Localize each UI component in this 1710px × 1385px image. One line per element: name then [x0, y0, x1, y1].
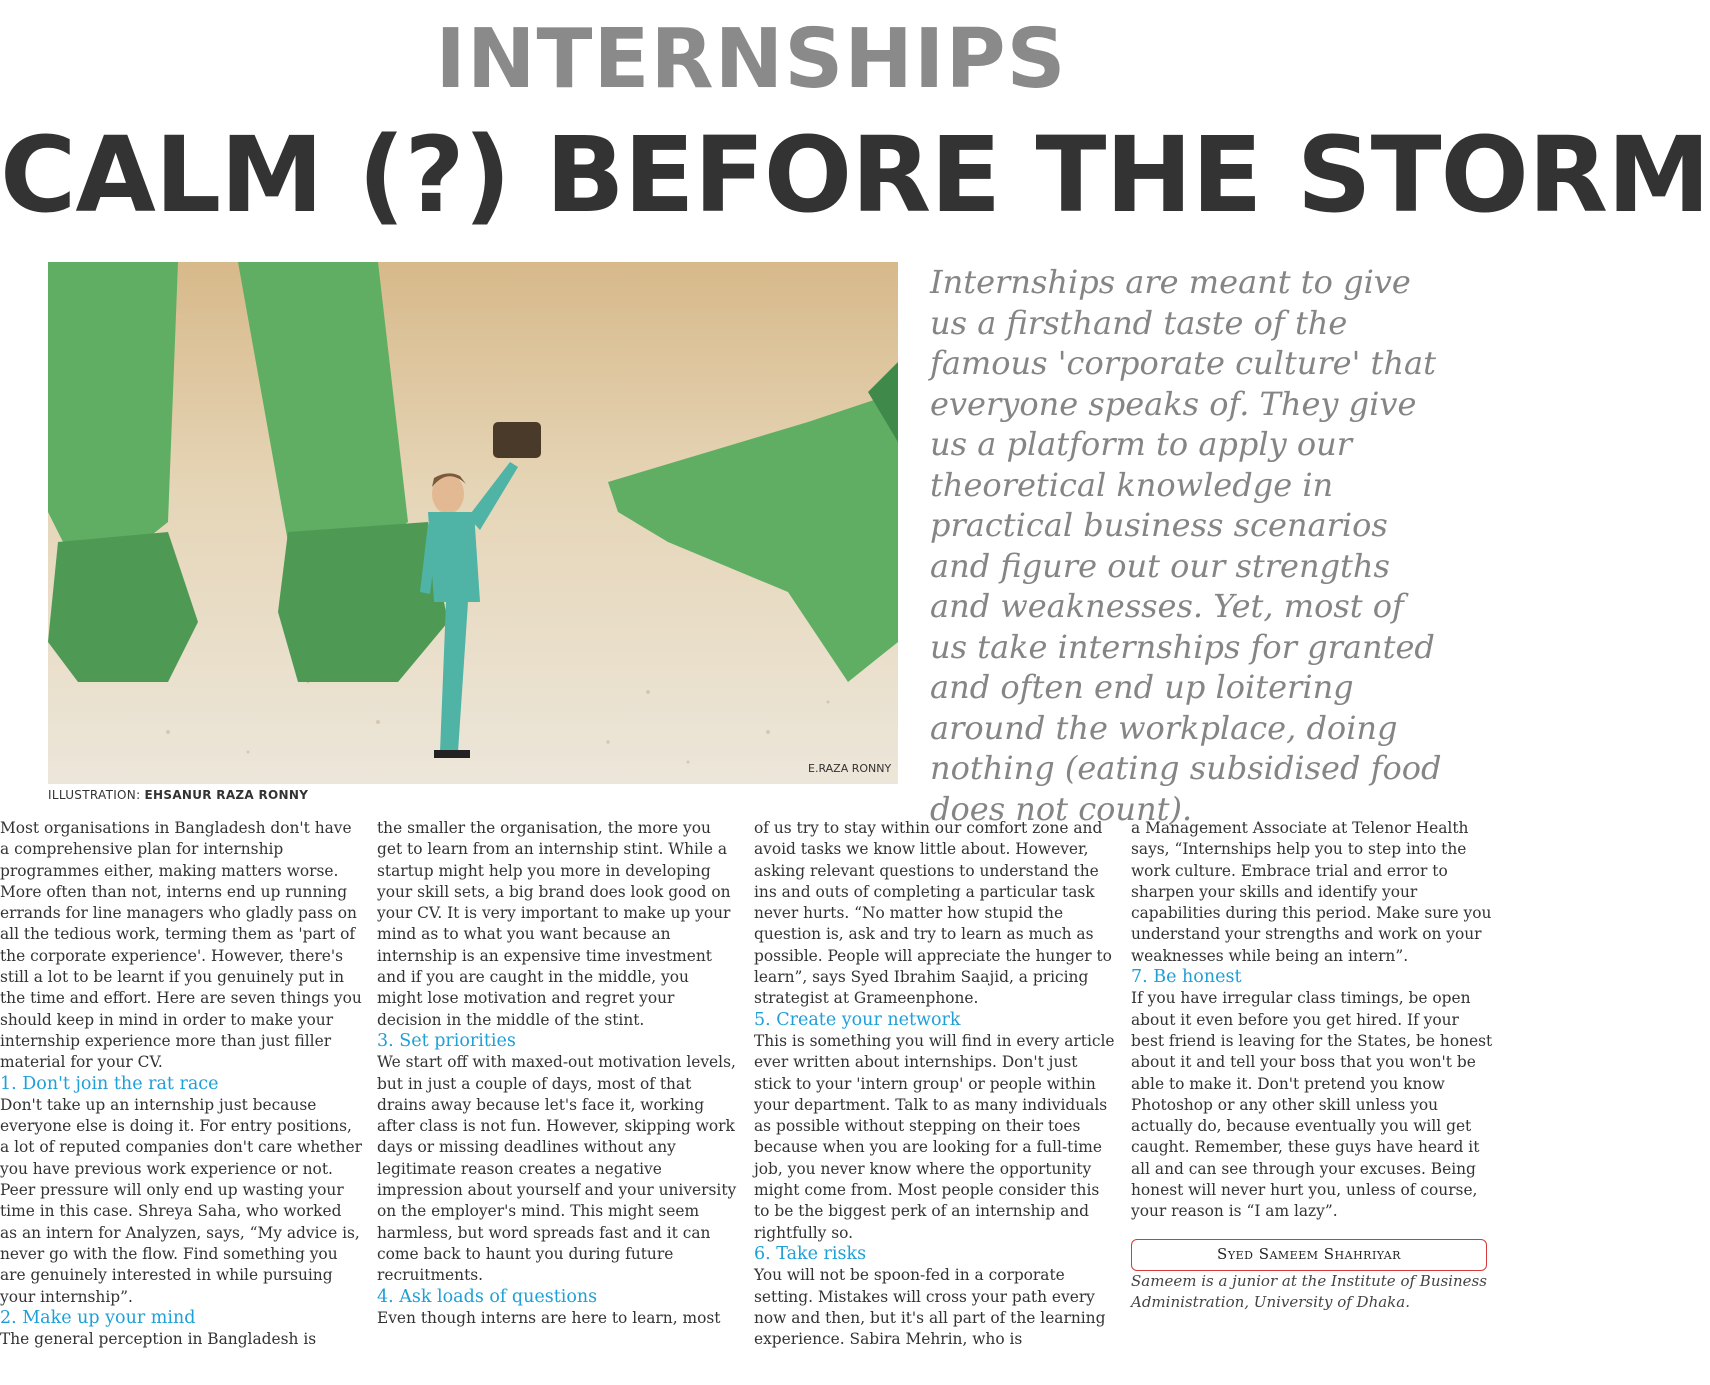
section-text-6b: a Management Associate at Telenor Health says, “Internships help you to step into the work culture. Embrace trial and error to sharpen your skills and identify your capabilities during this period. Make sure you understand your strengths and work on your weaknesses while being an intern”. — [1131, 819, 1492, 965]
standfirst: Internships are meant to give us a firsthand taste of the famous 'corporate culture' that everyone speaks of. They give us a platform to apply our theoretical knowledge in practical business scenarios and figure out our strengths and weaknesses. Yet, most of us take internships for granted and often end up loitering around the workplace, doing nothing (eating subsidised food does not count). — [930, 263, 1442, 828]
section-text-1: Don't take up an internship just because everyone else is doing it. For entry positions, a lot of reputed companies don't care whether you have previous work experience or not. Peer pressure will only end up wasting your time in this case. Shreya Saha, who worked as an intern for Analyzen, says, “My advice is, never go with the flow. Find something you are genuinely interested in while pursuing your internship”. — [0, 1095, 362, 1306]
section-heading-6: 6. Take risks — [754, 1243, 867, 1264]
section-text-4b: of us try to stay within our comfort zone and avoid tasks we know little about. However, asking relevant questions to understand the ins and outs of completing a particular task never hurts. “No matter how stupid the question is, ask and try to learn as much as possible. People will appreciate the hunger to learn”, says Syed Ibrahim Saajid, a pricing strategist at Grameenphone. — [754, 819, 1112, 1008]
section-heading-2: 2. Make up your mind — [0, 1307, 196, 1328]
section-heading-4: 4. Ask loads of questions — [377, 1286, 598, 1307]
illustration — [48, 262, 898, 784]
column-1 — [0, 818, 362, 1363]
section-text-5: This is something you will find in every article ever written about internships. Don't just stick to your 'intern group' or people within your department. Talk to as many individuals as possible without stepping on their toes because when you are looking for a full-time job, you never know where the opportunity might come from. Most people consider this to be the biggest perk of an internship and rightfully so. — [754, 1031, 1115, 1242]
illustration-credit — [48, 788, 308, 802]
section-heading-1: 1. Don't join the rat race — [0, 1073, 219, 1094]
headline: CALM (?) BEFORE THE STORM — [0, 114, 1710, 236]
illustrator-signature: E.RAZA RONNY — [808, 762, 892, 775]
column-4 — [1131, 818, 1493, 1363]
section-text-7: If you have irregular class timings, be open about it even before you get hired. If your best friend is leaving for the States, be honest about it and tell your boss that you won't be able to make it. Don't pretend you know Photoshop or any other skill unless you actually do, because eventually you will get caught. Remember, these guys have heard it all and can see through your excuses. Being honest will never hurt you, unless of course, your reason is “I am lazy”. — [1131, 989, 1493, 1221]
section-text-3: We start off with maxed-out motivation levels, but in just a couple of days, most of that drains away because let's face it, working after class is not fun. However, skipping work days or missing deadlines without any legitimate reason creates a negative impression about yourself and your university on the employer's mind. This might seem harmless, but word spreads fast and it can come back to haunt you during future recruitments. — [377, 1053, 737, 1285]
credit-label: ILLUSTRATION: — [48, 788, 141, 802]
section-heading-3: 3. Set priorities — [377, 1030, 516, 1051]
section-text-2b: the smaller the organisation, the more you get to learn from an internship stint. While a startup might help you more in developing your skill sets, a big brand does look good on your CV. It is very important to make up your mind as to what you want because an internship is an expensive time investment and if you are caught in the middle, you might lose motivation and regret your decision in the middle of the stint. — [377, 819, 731, 1029]
section-heading-7: 7. Be honest — [1131, 967, 1242, 988]
section-text-6a: You will not be spoon-fed in a corporate setting. Mistakes will cross your path every now and then, but it's all part of the learning experience. Sabira Mehrin, who is — [754, 1266, 1106, 1349]
credit-name: EHSANUR RAZA RONNY — [144, 788, 309, 802]
column-3 — [754, 818, 1116, 1363]
section-text-4a: Even though interns are here to learn, most — [377, 1308, 721, 1327]
section-text-2a: The general perception in Bangladesh is — [0, 1330, 317, 1349]
author-byline: Syed Sameem Shahriyar — [1131, 1239, 1487, 1271]
intro-paragraph: Most organisations in Bangladesh don't have a comprehensive plan for internship programmes either, making matters worse. More often than not, interns end up running errands for line managers who gladly pass on all the tedious work, terming them as 'part of the corporate experience'. However, there's still a lot to be learnt if you genuinely put in the time and effort. Here are seven things you should keep in mind in order to make your internship experience more than just filler material for your CV. — [0, 819, 362, 1072]
column-2 — [377, 818, 739, 1363]
section-heading-5: 5. Create your network — [754, 1009, 961, 1030]
author-bio: Sameem is a junior at the Institute of Business Administration, University of Dhaka. — [1131, 1271, 1487, 1311]
illustration-art — [48, 262, 898, 784]
section-kicker: INTERNSHIPS — [435, 12, 1067, 107]
